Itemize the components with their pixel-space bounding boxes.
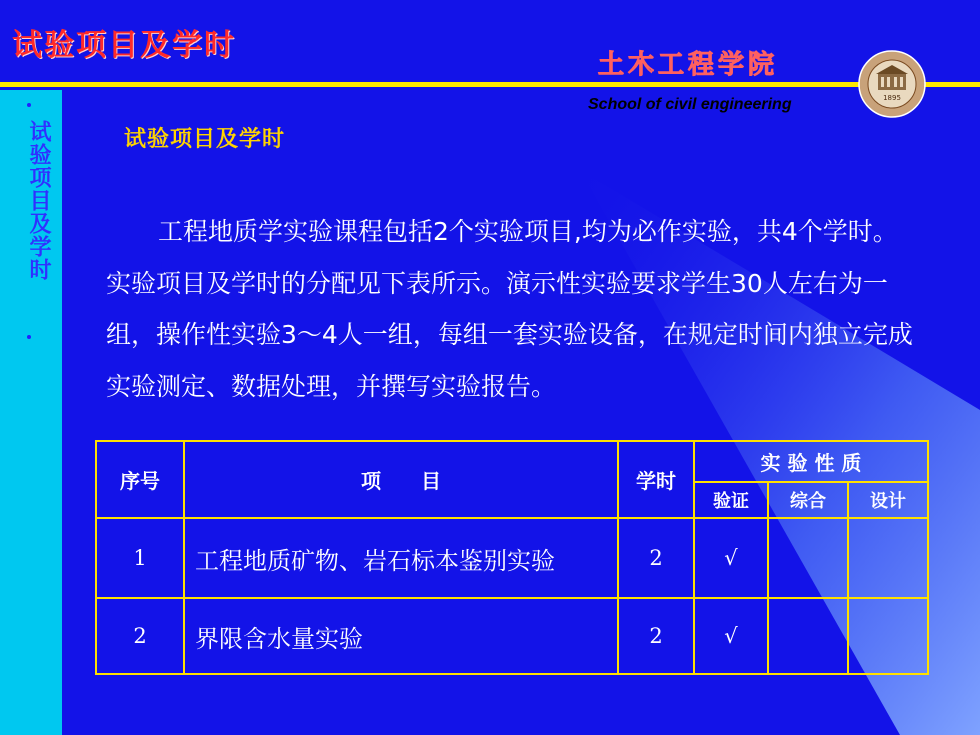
experiment-table bbox=[95, 440, 929, 675]
header-divider bbox=[0, 82, 980, 87]
row-hours: 2 bbox=[618, 598, 694, 674]
row-design bbox=[848, 598, 928, 674]
row-item: 工程地质矿物、岩石标本鉴别实验 bbox=[184, 518, 618, 598]
header-comprehensive: 综合 bbox=[768, 482, 848, 518]
sidebar-label: 试验项目及学时 bbox=[26, 120, 51, 281]
row-design bbox=[848, 518, 928, 598]
table-header-row bbox=[96, 441, 928, 482]
row-comprehensive bbox=[768, 598, 848, 674]
header-item: 项 目 bbox=[184, 441, 618, 518]
intro-paragraph-text: 工程地质学实验课程包括2个实验项目,均为必作实验，共4个学时。实验项目及学时的分配见下表所示。演示性实验要求学生30人左右为一组，操作性实验3～4人一组，每组一套实验设备，在规定时间内独立完成实验测定、数据处理，并撰写实验报告。 bbox=[106, 217, 913, 401]
row-comprehensive bbox=[768, 518, 848, 598]
header-no: 序号 bbox=[96, 441, 184, 518]
header-design: 设计 bbox=[848, 482, 928, 518]
header-nature: 实 验 性 质 bbox=[694, 441, 928, 482]
header-hours: 学时 bbox=[618, 441, 694, 518]
page-title: 试验项目及学时 bbox=[12, 28, 236, 63]
table-row bbox=[96, 518, 928, 598]
intro-paragraph bbox=[106, 206, 916, 412]
row-verify: √ bbox=[694, 598, 768, 674]
header-verify: 验证 bbox=[694, 482, 768, 518]
sidebar-dot-top bbox=[27, 103, 31, 107]
row-no: 2 bbox=[96, 598, 184, 674]
row-item: 界限含水量实验 bbox=[184, 598, 618, 674]
school-name-cn: 土木工程学院 bbox=[598, 50, 779, 80]
school-name-en: School of civil engineering bbox=[588, 96, 792, 113]
sidebar-dot-bottom bbox=[27, 335, 31, 339]
table-row bbox=[96, 598, 928, 674]
svg-text:1895: 1895 bbox=[883, 94, 901, 102]
row-verify: √ bbox=[694, 518, 768, 598]
section-subtitle: 试验项目及学时 bbox=[124, 127, 286, 152]
row-hours: 2 bbox=[618, 518, 694, 598]
university-seal-icon bbox=[858, 50, 926, 118]
row-no: 1 bbox=[96, 518, 184, 598]
